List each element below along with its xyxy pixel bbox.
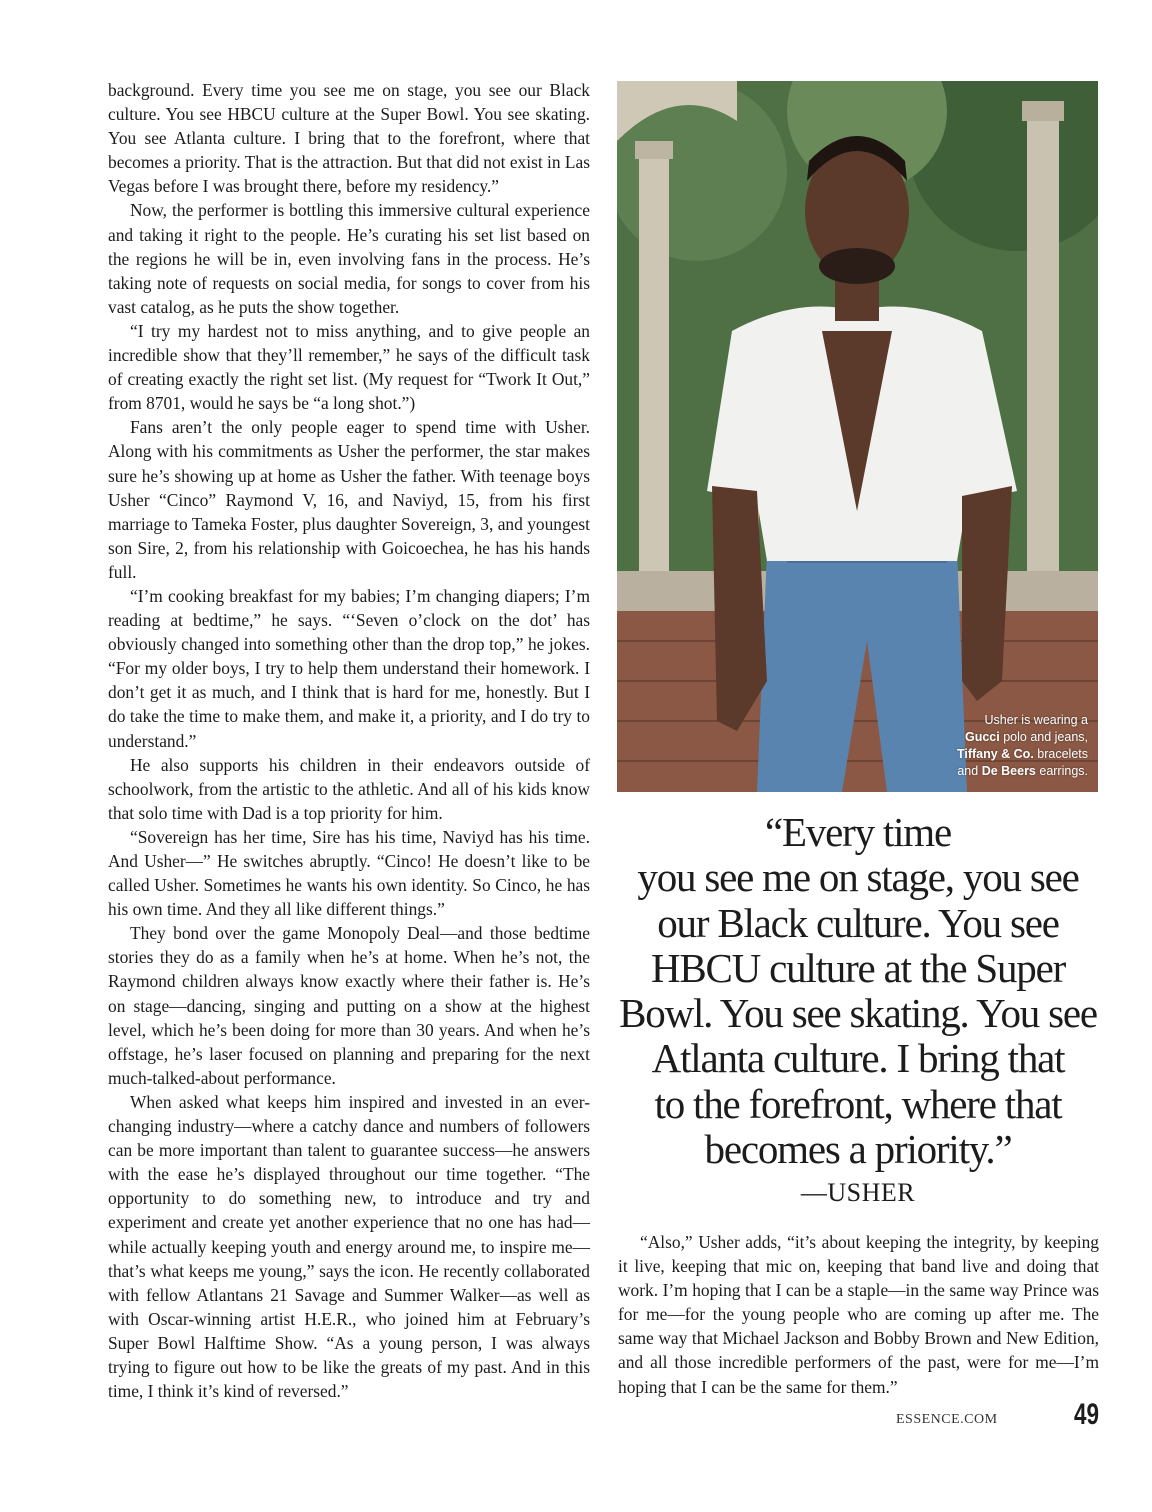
article-left-column xyxy=(108,78,590,1403)
caption-item: earrings. xyxy=(1035,764,1088,778)
caption-item: bracelets xyxy=(1033,747,1088,761)
article-right-column xyxy=(618,1230,1099,1399)
portrait-photo xyxy=(617,81,1098,792)
pull-quote-line: Atlanta culture. I bring that xyxy=(651,1035,1065,1082)
photo-caption xyxy=(918,712,1088,780)
article-paragraph: They bond over the game Monopoly Deal—and those bedtime stories they do as a family when he’s at home. When he’s not, the Raymond children always know exactly where their father is. He’s on stage—dancing, singing and putting on a show at the highest level, which he’s been doing for more than 30 years. And when he’s offstage, he’s laser focused on planning and preparing for the next much-talked-about performance. xyxy=(108,923,590,1088)
caption-item: polo and jeans, xyxy=(999,730,1088,744)
article-paragraph: When asked what keeps him inspired and invested in an ever-changing industry—where a catchy dance and numbers of followers can be more important than talent to guarantee success—he answers with the ease he’s displayed throughout our time together. “The opportunity to do something new, to introduce and try and experiment and create yet another experience that no one has had—while actually keeping youth and energy around me, to inspire me—that’s what keeps me young,” says the icon. He recently collaborated with fellow Atlantans 21 Savage and Summer Walker—as well as with Oscar-winning artist H.E.R., who joined him at February’s Super Bowl Halftime Show. “As a young person, I was always trying to figure out how to be like the greats of my past. And in this time, I think it’s kind of reversed.” xyxy=(108,1091,590,1402)
portrait-illustration xyxy=(617,81,1098,792)
pull-quote-line: Bowl. You see skating. You see xyxy=(619,990,1097,1037)
pull-quote xyxy=(612,810,1104,1172)
article-paragraph: “Sovereign has her time, Sire has his time, Naviyd has his time. And Usher—” He switches abruptly. “Cinco! He doesn’t like to be called Usher. Sometimes he wants his own identity. So Cinco, he has his own time. And they all like different things.” xyxy=(108,826,590,920)
page-number: 49 xyxy=(1074,1398,1100,1431)
pull-quote-attribution: —USHER xyxy=(800,1178,916,1207)
pull-quote-line: HBCU culture at the Super xyxy=(650,944,1066,991)
article-paragraph: “I’m cooking breakfast for my babies; I’m changing diapers; I’m reading at bedtime,” he says. “‘Seven o’clock on the dot’ has obviously changed into something other than the drop top,” he jokes. “For my older boys, I try to help them understand their homework. I don’t get it as much, and I think that is hard for me, honestly. But I do take the time to make them, and make it, a priority, and I do try to understand.” xyxy=(108,585,590,751)
caption-brand-debeers: De Beers xyxy=(981,764,1036,778)
article-paragraph: background. Every time you see me on stage, you see our Black culture. You see HBCU culture at the Super Bowl. You see skating. You see Atlanta culture. I bring that to the forefront, where that becomes a priority. That is the attraction. But that did not exist in Las Vegas before I was brought there, before my residency.” xyxy=(108,80,591,197)
pull-quote-line: “Every time xyxy=(764,809,951,855)
caption-intro: Usher is wearing a xyxy=(984,713,1088,727)
article-paragraph: Now, the performer is bottling this immersive cultural experience and taking it right to the people. He’s curating his set list based on the regions he will be in, even involving fans in the process. He’s taking note of requests on social media, for songs to cover from his vast catalog, as he puts the show together. xyxy=(108,200,590,317)
pull-quote-line: becomes a priority.” xyxy=(704,1126,1012,1173)
article-paragraph: “Also,” Usher adds, “it’s about keeping the integrity, by keeping it live, keeping that mic on, keeping that band live and doing that work. I’m hoping that I can be a staple—in the same way Prince was for me—for the young people who are coming up after me. The same way that Michael Jackson and Bobby Brown and New Edition, and all those incredible performers of the past, were for me—I’m hoping that I can be the same for them.” xyxy=(618,1232,1099,1397)
caption-brand-gucci: Gucci xyxy=(964,730,1000,744)
caption-brand-tiffany: Tiffany & Co. xyxy=(956,747,1034,761)
pull-quote-line: our Black culture. You see xyxy=(657,899,1059,946)
caption-and: and xyxy=(957,764,982,778)
footer-site-name: ESSENCE.COM xyxy=(896,1412,998,1427)
article-paragraph: He also supports his children in their endeavors outside of schoolwork, from the artistic to the athletic. And all of his kids know that solo time with Dad is a top priority for him. xyxy=(108,754,590,823)
pull-quote-line: you see me on stage, you see xyxy=(637,854,1079,901)
pull-quote-line: to the forefront, where that xyxy=(654,1080,1062,1127)
article-paragraph: “I try my hardest not to miss anything, and to give people an incredible show that they’ll remember,” he says of the difficult task of creating exactly the right set list. (My request for “Twork It Out,” from 8701, would he says be “a long shot.”) xyxy=(108,320,590,414)
article-paragraph: Fans aren’t the only people eager to spend time with Usher. Along with his commitments as Usher the performer, the star makes sure he’s showing up at home as Usher the father. With teenage boys Usher “Cinco” Raymond V, 16, and Naviyd, 15, from his first marriage to Tameka Foster, plus daughter Sovereign, 3, and youngest son Sire, 2, from his relationship with Goicoechea, he has his hands full. xyxy=(108,417,590,582)
